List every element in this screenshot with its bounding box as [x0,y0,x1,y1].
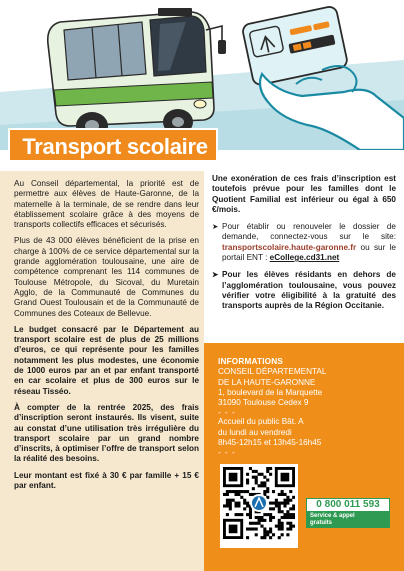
qr-module [243,507,246,510]
qr-module [235,490,238,493]
qr-module [252,470,255,473]
qr-module [232,490,235,493]
hours-line-1: Accueil du public Bât. A [218,417,304,427]
phone-note [306,512,390,528]
qr-module [243,502,246,505]
qr-module [266,490,269,493]
qr-module [246,481,249,484]
qr-module [232,499,235,502]
qr-module [240,513,243,516]
qr-module [275,504,278,507]
information-content [218,357,398,457]
free-phone-badge [306,498,390,528]
qr-module [286,502,289,505]
qr-module [272,507,275,510]
qr-module [286,510,289,513]
qr-module [283,499,286,502]
qr-module [278,504,281,507]
title-banner [8,128,218,162]
qr-module [226,502,229,505]
phone-number[interactable]: 0 800 011 593 [306,498,390,512]
qr-module [272,502,275,505]
application-bullet [212,222,396,263]
qr-module [266,487,269,490]
qr-module [240,490,243,493]
qr-module [286,496,289,499]
separator: - - - [218,408,236,418]
qr-module [226,513,229,516]
qr-module [255,522,258,525]
arrow-right-icon: ➤ [212,270,219,280]
application-text: Pour établir ou renouveler le dossier de demande, connectez-vous sur le site: [222,222,396,242]
ent-text: ou sur le portail ENT : [222,242,396,263]
qr-module [229,504,232,507]
qr-module [275,502,278,505]
qr-module [249,522,252,525]
qr-module [263,519,266,522]
qr-module [255,527,258,530]
qr-module [286,499,289,502]
arrow-right-icon: ➤ [212,222,219,232]
transport-website-link[interactable]: transportscolaire.haute-garonne.fr [222,242,357,252]
qr-module [269,507,272,510]
qr-module [292,507,295,510]
qr-module [249,493,252,496]
qr-module [269,527,272,530]
qr-module [281,490,284,493]
qr-module [283,502,286,505]
qr-module [281,527,284,530]
org-line-1: CONSEIL DÉPARTEMENTAL [218,367,327,377]
qr-module [243,490,246,493]
qr-module [266,533,269,536]
qr-module [292,516,295,519]
qr-module [255,479,258,482]
qr-module [237,513,240,516]
qr-module [281,502,284,505]
qr-module [281,510,284,513]
qr-module [263,476,266,479]
region-bullet [212,270,396,311]
phone-note-line-2: gratuits [310,520,333,526]
qr-module [243,499,246,502]
qr-module [252,522,255,525]
qr-module [289,522,292,525]
info-heading: INFORMATIONS [218,357,284,366]
address-line-1: 1, boulevard de la Marquette [218,387,323,397]
qr-module [258,473,261,476]
qr-module [289,513,292,516]
qr-module [255,516,258,519]
qr-module [255,476,258,479]
hours-line-3: 8h45-12h15 et 13h45-16h45 [218,438,322,448]
qr-module [240,496,243,499]
qr-module [278,502,281,505]
qr-module [283,513,286,516]
qr-module [252,527,255,530]
left-column [14,179,199,497]
qr-module [289,527,292,530]
qr-module [255,533,258,536]
qr-module [278,507,281,510]
qr-module [281,533,284,536]
qr-finder-pattern [229,525,238,534]
fees-paragraph: À compter de la rentrée 2025, des frais d’inscription seront instaurés. Ils visent, suite au constat d’une utilisation très irrégulière du transport scolaire par un grand nombre d’inscrits, à optimiser l’offre de transport selon la réalité des besoins. [14,402,199,464]
qr-module [281,493,284,496]
qr-module [229,490,232,493]
qr-module [278,510,281,513]
qr-module [258,519,261,522]
qr-module [263,533,266,536]
address-line-2: 31090 Toulouse Cedex 9 [218,398,309,408]
qr-module [289,525,292,528]
qr-module [281,516,284,519]
qr-module [246,527,249,530]
qr-module [249,467,252,470]
qr-module [260,481,263,484]
qr-module [237,504,240,507]
qr-module [269,530,272,533]
hours-line-2: du lundi au vendredi [218,427,292,437]
qr-module [278,527,281,530]
qr-module [255,470,258,473]
qr-module [249,527,252,530]
qr-module [246,536,249,539]
qr-module [249,513,252,516]
qr-module [289,507,292,510]
qr-module [229,507,232,510]
qr-module [281,522,284,525]
phone-note-line-1: Service & appel [310,513,355,519]
qr-module [278,519,281,522]
qr-module [226,499,229,502]
qr-module [223,493,226,496]
qr-module [223,504,226,507]
qr-module [258,516,261,519]
qr-module [226,504,229,507]
qr-module [272,516,275,519]
qr-module [229,502,232,505]
qr-finder-pattern [229,473,238,482]
qr-module [286,513,289,516]
exemption-paragraph: Une exonération de ces frais d’inscription est toutefois prévue pour les familles dont le Quotient Familial est inférieur ou égal à 650 €/mois. [212,174,396,214]
qr-code[interactable] [223,467,295,545]
qr-module [292,504,295,507]
qr-module [258,484,261,487]
qr-module [292,513,295,516]
qr-module [289,516,292,519]
ent-portal-link[interactable]: eCollege.cd31.net [269,253,340,263]
qr-module [278,525,281,528]
qr-module [263,530,266,533]
qr-module [260,473,263,476]
qr-module [266,513,269,516]
qr-module [272,490,275,493]
qr-module [281,525,284,528]
qr-module [263,513,266,516]
qr-module [275,499,278,502]
intro-paragraph: Au Conseil départemental, la priorité est de permettre aux élèves de Haute-Garonne, de la maternelle à la terminale, de se rendre dans leur établissement scolaire grâce à des moyens de transports collectifs efficaces et sécurisés. [14,179,199,230]
qr-module [269,502,272,505]
qr-module [269,519,272,522]
qr-module [235,513,238,516]
qr-module [278,522,281,525]
qr-module [246,504,249,507]
qr-module [278,493,281,496]
qr-module [252,487,255,490]
qr-module [260,519,263,522]
qr-module [246,502,249,505]
qr-module [229,499,232,502]
qr-module [249,510,252,513]
qr-finder-pattern [281,473,290,482]
qr-module [246,473,249,476]
fees-amount-paragraph: Leur montant est fixé à 30 € par famille + 15 € par enfant. [14,470,199,491]
qr-module [269,473,272,476]
qr-module [246,513,249,516]
qr-module [263,527,266,530]
qr-module [283,516,286,519]
qr-module [272,533,275,536]
qr-module [237,502,240,505]
org-line-2: DE LA HAUTE-GARONNE [218,377,316,387]
qr-module [286,522,289,525]
qr-module [258,522,261,525]
qr-module [269,516,272,519]
qr-module [286,533,289,536]
qr-module [226,490,229,493]
qr-module [283,504,286,507]
qr-module [235,493,238,496]
qr-module [237,493,240,496]
qr-module [246,490,249,493]
qr-module [255,481,258,484]
qr-module [286,527,289,530]
qr-module [283,493,286,496]
qr-module [266,530,269,533]
qr-module [263,490,266,493]
budget-paragraph: Le budget consacré par le Département au transport scolaire est de plus de 25 millions d’euros, ce qui représente pour les familles notamment les plus modestes, une économie de 1000 euros par an et par enfant transporté en car scolaire et plus de 300 euros sur le réseau Tisséo. [14,324,199,396]
beneficiaries-paragraph: Plus de 43 000 élèves bénéficient de la prise en charge à 100% de ce service départemental sur la grande agglomération toulousaine, une aire de compétence comprenant les 114 communes de Toulouse Métropole, du Sicoval, du Muretain Agglo, de la Communauté de Communes du Grand Ouest Toulousain et de la Communauté de Communes des Coteaux de Bellevue. [14,236,199,318]
qr-module [235,502,238,505]
qr-module [286,516,289,519]
page-title: Transport scolaire [22,134,208,159]
qr-module [275,525,278,528]
qr-module [246,479,249,482]
qr-module [289,490,292,493]
qr-module [237,490,240,493]
qr-module [266,467,269,470]
qr-module [260,484,263,487]
qr-module [266,479,269,482]
qr-module [226,493,229,496]
qr-module [263,484,266,487]
qr-module [260,536,263,539]
qr-module [260,525,263,528]
qr-module [269,467,272,470]
qr-module [263,481,266,484]
qr-module [292,496,295,499]
qr-module [269,536,272,539]
qr-module [249,516,252,519]
qr-module [269,513,272,516]
qr-module [266,470,269,473]
right-column [212,174,396,319]
qr-module [292,525,295,528]
region-text: Pour les élèves résidants en dehors de l’agglomération toulousaine, vous pouvez vérifier votre éligibilité à la gratuité des transports auprès de la Région Occitanie. [222,270,396,311]
qr-module [289,499,292,502]
qr-module [235,504,238,507]
qr-module [260,516,263,519]
qr-module [263,536,266,539]
qr-module [278,536,281,539]
separator: - - - [218,448,236,458]
qr-module [252,476,255,479]
